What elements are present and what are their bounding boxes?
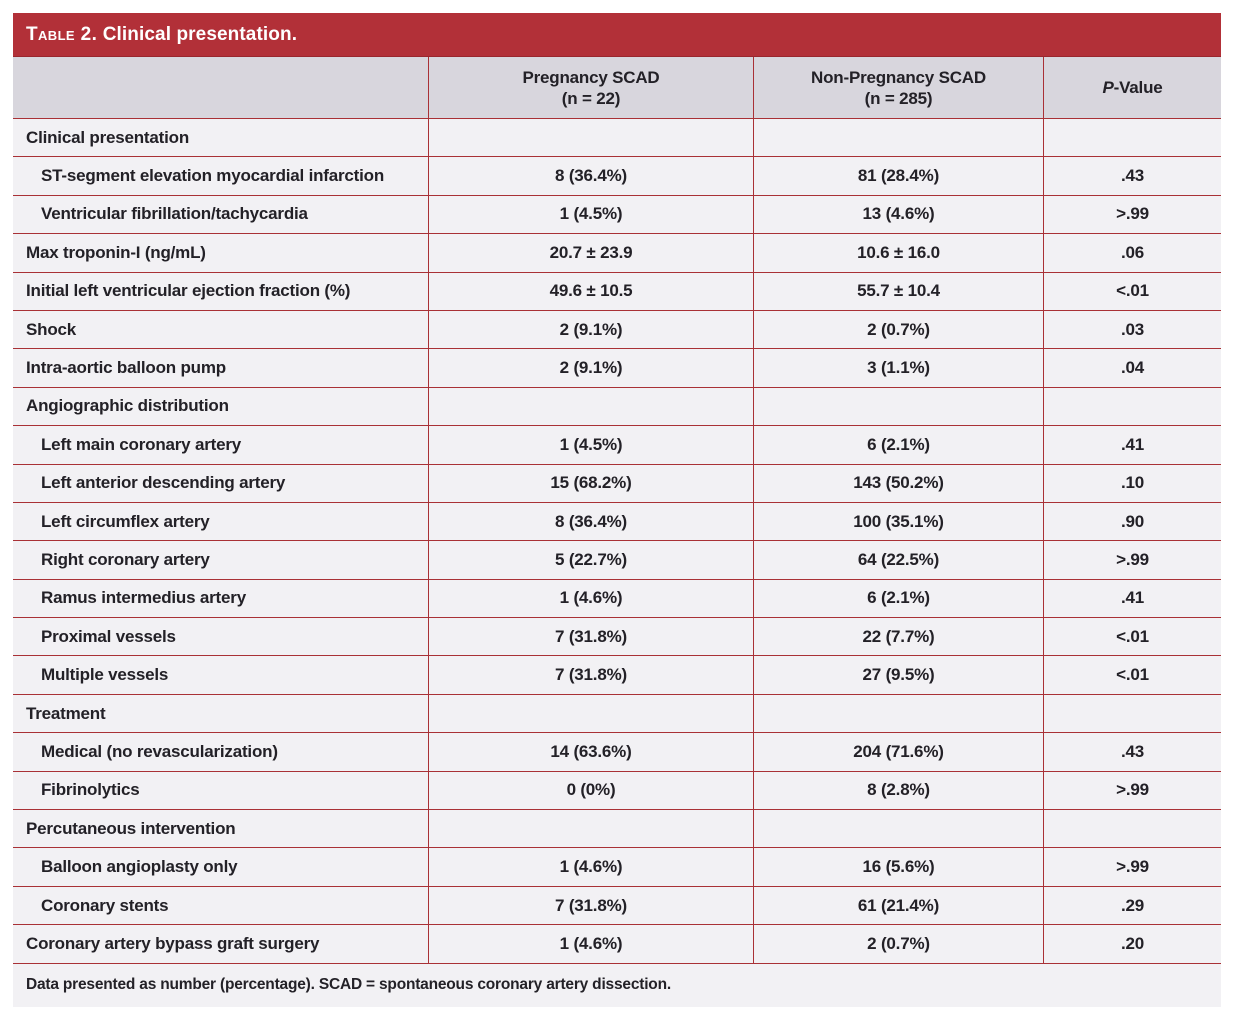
- table-row: [13, 311, 1221, 349]
- pregnancy-value: 14 (63.6%): [428, 733, 753, 770]
- clinical-presentation-table: [13, 13, 1221, 1007]
- table-row: [13, 810, 1221, 848]
- footnote-text: Data presented as number (percentage). SCAD = spontaneous coronary artery dissection.: [26, 976, 671, 994]
- p-value: .41: [1043, 580, 1221, 617]
- p-value: >.99: [1043, 848, 1221, 885]
- non-pregnancy-value: 3 (1.1%): [753, 349, 1043, 386]
- row-label: Coronary stents: [41, 895, 169, 915]
- row-label: Angiographic distribution: [26, 396, 229, 416]
- row-label: Left circumflex artery: [41, 511, 210, 531]
- p-value: .90: [1043, 503, 1221, 540]
- column-header-empty: [13, 57, 428, 118]
- row-label: Medical (no revascularization): [41, 741, 278, 761]
- p-value: <.01: [1043, 656, 1221, 693]
- table-title-text: Clinical presentation.: [102, 23, 298, 45]
- column-header-non-pregnancy: [753, 57, 1043, 118]
- table-header-row: [13, 57, 1221, 119]
- column-header-p-value: [1043, 57, 1221, 118]
- table-row: [13, 196, 1221, 234]
- table-row: [13, 465, 1221, 503]
- p-value: .41: [1043, 426, 1221, 463]
- p-value: >.99: [1043, 541, 1221, 578]
- pregnancy-value: 0 (0%): [428, 772, 753, 809]
- row-label: Intra-aortic balloon pump: [26, 358, 226, 378]
- table-row: [13, 695, 1221, 733]
- pregnancy-value: 1 (4.6%): [428, 848, 753, 885]
- pregnancy-value: [428, 119, 753, 156]
- row-label: Coronary artery bypass graft surgery: [26, 933, 320, 953]
- pregnancy-value: 8 (36.4%): [428, 157, 753, 194]
- non-pregnancy-value: 27 (9.5%): [753, 656, 1043, 693]
- column-header-non-pregnancy-n: (n = 285): [864, 88, 933, 108]
- pregnancy-value: 1 (4.5%): [428, 426, 753, 463]
- row-label: Multiple vessels: [41, 665, 169, 685]
- row-label: Max troponin-I (ng/mL): [26, 242, 206, 262]
- row-label: Fibrinolytics: [41, 780, 140, 800]
- row-label: Treatment: [26, 703, 106, 723]
- non-pregnancy-value: 143 (50.2%): [753, 465, 1043, 502]
- pregnancy-value: [428, 695, 753, 732]
- p-value: .29: [1043, 887, 1221, 924]
- p-value: .10: [1043, 465, 1221, 502]
- pregnancy-value: [428, 388, 753, 425]
- pregnancy-value: 20.7 ± 23.9: [428, 234, 753, 271]
- p-value: [1043, 388, 1221, 425]
- table-row: [13, 925, 1221, 963]
- table-title: [26, 24, 297, 46]
- p-value: <.01: [1043, 618, 1221, 655]
- p-value: .43: [1043, 733, 1221, 770]
- p-value: [1043, 810, 1221, 847]
- non-pregnancy-value: 81 (28.4%): [753, 157, 1043, 194]
- p-value: [1043, 695, 1221, 732]
- column-header-pregnancy-name: Pregnancy SCAD: [522, 67, 660, 87]
- table-footnote: [13, 964, 1221, 1007]
- pregnancy-value: [428, 810, 753, 847]
- non-pregnancy-value: [753, 695, 1043, 732]
- column-header-p-value-label: P-Value: [1102, 78, 1163, 97]
- row-label: Initial left ventricular ejection fraction (%): [26, 281, 351, 301]
- p-value: >.99: [1043, 772, 1221, 809]
- pregnancy-value: 1 (4.6%): [428, 925, 753, 962]
- non-pregnancy-value: 16 (5.6%): [753, 848, 1043, 885]
- non-pregnancy-value: [753, 810, 1043, 847]
- p-value: .04: [1043, 349, 1221, 386]
- pregnancy-value: 49.6 ± 10.5: [428, 273, 753, 310]
- non-pregnancy-value: 61 (21.4%): [753, 887, 1043, 924]
- p-value: <.01: [1043, 273, 1221, 310]
- row-label: Clinical presentation: [26, 127, 190, 147]
- pregnancy-value: 7 (31.8%): [428, 656, 753, 693]
- column-header-pregnancy-n: (n = 22): [561, 88, 621, 108]
- non-pregnancy-value: 55.7 ± 10.4: [753, 273, 1043, 310]
- pregnancy-value: 1 (4.5%): [428, 196, 753, 233]
- non-pregnancy-value: 2 (0.7%): [753, 925, 1043, 962]
- column-header-pregnancy: [428, 57, 753, 118]
- pregnancy-value: 15 (68.2%): [428, 465, 753, 502]
- non-pregnancy-value: 64 (22.5%): [753, 541, 1043, 578]
- row-label: Left main coronary artery: [41, 434, 242, 454]
- row-label: Balloon angioplasty only: [41, 857, 238, 877]
- table-row: [13, 157, 1221, 195]
- row-label: Ramus intermedius artery: [41, 588, 246, 608]
- table-row: [13, 656, 1221, 694]
- row-label: Left anterior descending artery: [41, 473, 286, 493]
- pregnancy-value: 5 (22.7%): [428, 541, 753, 578]
- pregnancy-value: 2 (9.1%): [428, 311, 753, 348]
- table-row: [13, 426, 1221, 464]
- table-row: [13, 234, 1221, 272]
- table-row: [13, 273, 1221, 311]
- p-value: .06: [1043, 234, 1221, 271]
- table-row: [13, 119, 1221, 157]
- row-label: Proximal vessels: [41, 626, 176, 646]
- table-row: [13, 349, 1221, 387]
- p-value: .20: [1043, 925, 1221, 962]
- table-body: [13, 119, 1221, 964]
- non-pregnancy-value: 6 (2.1%): [753, 426, 1043, 463]
- table-row: [13, 503, 1221, 541]
- non-pregnancy-value: 6 (2.1%): [753, 580, 1043, 617]
- table-row: [13, 580, 1221, 618]
- p-value: .03: [1043, 311, 1221, 348]
- p-value: >.99: [1043, 196, 1221, 233]
- table-title-bar: [13, 13, 1221, 57]
- table-row: [13, 887, 1221, 925]
- table-row: [13, 388, 1221, 426]
- non-pregnancy-value: [753, 388, 1043, 425]
- table-row: [13, 541, 1221, 579]
- row-label: Ventricular fibrillation/tachycardia: [41, 204, 308, 224]
- pregnancy-value: 7 (31.8%): [428, 887, 753, 924]
- pregnancy-value: 8 (36.4%): [428, 503, 753, 540]
- non-pregnancy-value: 2 (0.7%): [753, 311, 1043, 348]
- pregnancy-value: 2 (9.1%): [428, 349, 753, 386]
- p-value: [1043, 119, 1221, 156]
- non-pregnancy-value: [753, 119, 1043, 156]
- pregnancy-value: 7 (31.8%): [428, 618, 753, 655]
- p-value: .43: [1043, 157, 1221, 194]
- table-row: [13, 772, 1221, 810]
- table-number-label: Table 2.: [26, 23, 98, 45]
- table-row: [13, 848, 1221, 886]
- table-row: [13, 733, 1221, 771]
- row-label: ST-segment elevation myocardial infarction: [41, 166, 385, 186]
- pregnancy-value: 1 (4.6%): [428, 580, 753, 617]
- table-row: [13, 618, 1221, 656]
- non-pregnancy-value: 22 (7.7%): [753, 618, 1043, 655]
- non-pregnancy-value: 100 (35.1%): [753, 503, 1043, 540]
- row-label: Percutaneous intervention: [26, 818, 236, 838]
- non-pregnancy-value: 10.6 ± 16.0: [753, 234, 1043, 271]
- non-pregnancy-value: 8 (2.8%): [753, 772, 1043, 809]
- non-pregnancy-value: 13 (4.6%): [753, 196, 1043, 233]
- non-pregnancy-value: 204 (71.6%): [753, 733, 1043, 770]
- row-label: Right coronary artery: [41, 549, 210, 569]
- row-label: Shock: [26, 319, 77, 339]
- column-header-non-pregnancy-name: Non-Pregnancy SCAD: [811, 67, 986, 87]
